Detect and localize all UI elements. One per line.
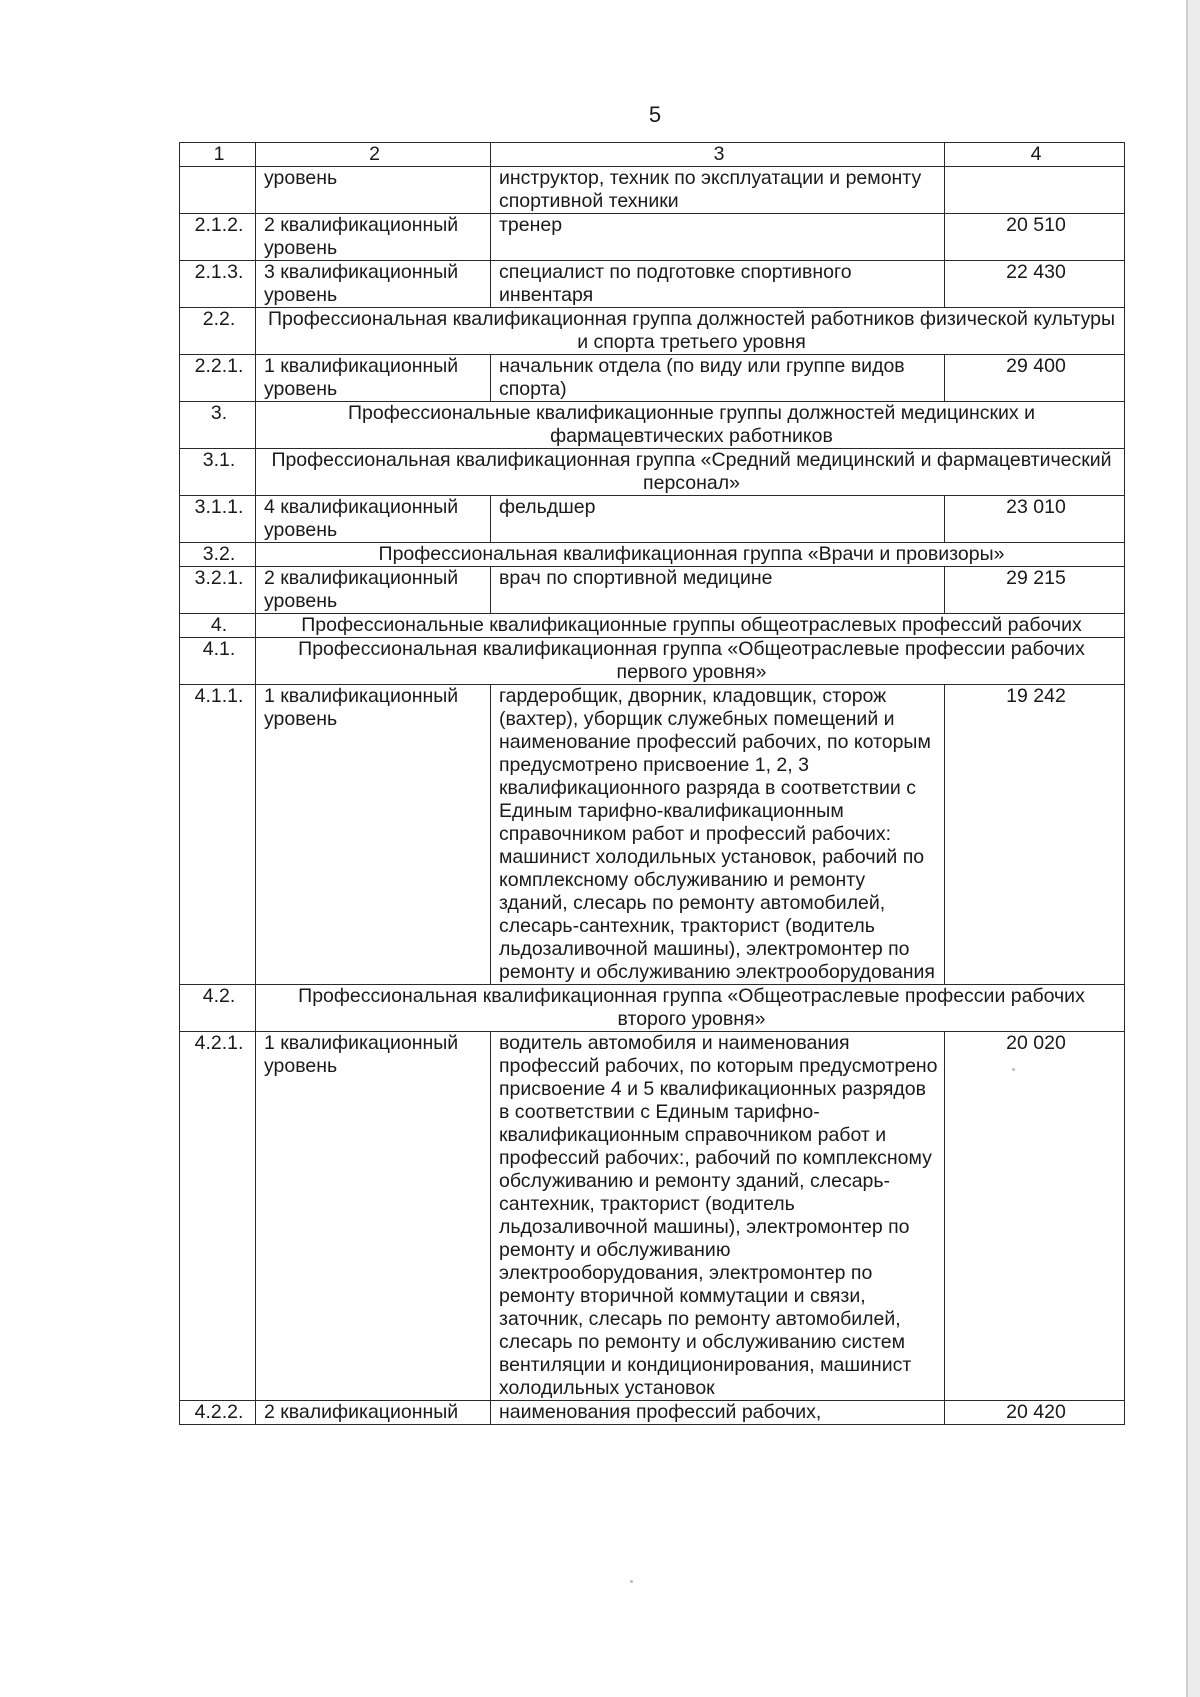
row-number: 3.2.1.	[180, 567, 256, 614]
row-number: 3.1.1.	[180, 496, 256, 543]
group-row	[180, 614, 1125, 638]
group-row	[180, 449, 1125, 496]
row-number: 4.1.1.	[180, 685, 256, 985]
header-cell: 4	[945, 143, 1125, 167]
row-number: 4.1.	[180, 638, 256, 685]
qualification-level: 2 квалификационный уровень	[256, 214, 491, 261]
qualification-level: 1 квалификационный уровень	[256, 355, 491, 402]
position-name: специалист по подготовке спортивного инвентаря	[491, 261, 945, 308]
salary-value: 20 020	[945, 1032, 1125, 1401]
row-number: 3.	[180, 402, 256, 449]
row-number: 2.1.2.	[180, 214, 256, 261]
salary-value: 19 242	[945, 685, 1125, 985]
row-number: 3.1.	[180, 449, 256, 496]
group-row	[180, 638, 1125, 685]
row-number: 4.2.	[180, 985, 256, 1032]
row-number: 4.2.2.	[180, 1401, 256, 1425]
qualification-level: 1 квалификационный уровень	[256, 685, 491, 985]
row-number: 2.2.1.	[180, 355, 256, 402]
row-number	[180, 167, 256, 214]
row-number: 4.2.1.	[180, 1032, 256, 1401]
salary-value: 23 010	[945, 496, 1125, 543]
group-title: Профессиональная квалификационная группа «Средний медицинский и фармацевтический персонал»	[256, 449, 1125, 496]
group-title: Профессиональная квалификационная группа должностей работников физической культуры и спорта третьего уровня	[256, 308, 1125, 355]
table-row	[180, 685, 1125, 985]
salary-value: 29 400	[945, 355, 1125, 402]
group-row	[180, 402, 1125, 449]
position-name: фельдшер	[491, 496, 945, 543]
group-title: Профессиональные квалификационные группы общеотраслевых профессий рабочих	[256, 614, 1125, 638]
row-number: 2.2.	[180, 308, 256, 355]
salary-value: 20 420	[945, 1401, 1125, 1425]
row-number: 4.	[180, 614, 256, 638]
table-row	[180, 1032, 1125, 1401]
table-row	[180, 261, 1125, 308]
table-row	[180, 355, 1125, 402]
header-cell: 3	[491, 143, 945, 167]
table-row	[180, 496, 1125, 543]
row-number: 3.2.	[180, 543, 256, 567]
qualification-level: 2 квалификационный	[256, 1401, 491, 1425]
group-title: Профессиональная квалификационная группа «Врачи и провизоры»	[256, 543, 1125, 567]
qualification-level: 4 квалификационный уровень	[256, 496, 491, 543]
group-title: Профессиональные квалификационные группы должностей медицинских и фармацевтических работников	[256, 402, 1125, 449]
qualification-level: уровень	[256, 167, 491, 214]
group-title: Профессиональная квалификационная группа «Общеотраслевые профессии рабочих первого уровня»	[256, 638, 1125, 685]
table-row	[180, 1401, 1125, 1425]
position-name: наименования профессий рабочих,	[491, 1401, 945, 1425]
qualification-level: 3 квалификационный уровень	[256, 261, 491, 308]
position-name: гардеробщик, дворник, кладовщик, сторож (вахтер), уборщик служебных помещений и наименование профессий рабочих, по которым предусмотрено присвоение 1, 2, 3 квалификационного разряда в соответствии с Единым тарифно-квалификационным справочником работ и профессий рабочих: машинист холодильных установок, рабочий по комплексному обслуживанию и ремонту зданий, слесарь по ремонту автомобилей, слесарь-сантехник, тракторист (водитель льдозаливочной машины), электромонтер по ремонту и обслуживанию электрооборудования	[491, 685, 945, 985]
salary-table	[179, 142, 1125, 1425]
table-row	[180, 567, 1125, 614]
header-cell: 2	[256, 143, 491, 167]
salary-value: 29 215	[945, 567, 1125, 614]
header-cell: 1	[180, 143, 256, 167]
group-row	[180, 985, 1125, 1032]
salary-value: 22 430	[945, 261, 1125, 308]
salary-value: 20 510	[945, 214, 1125, 261]
table-row	[180, 214, 1125, 261]
qualification-level: 2 квалификационный уровень	[256, 567, 491, 614]
group-row	[180, 543, 1125, 567]
qualification-level: 1 квалификационный уровень	[256, 1032, 491, 1401]
position-name: тренер	[491, 214, 945, 261]
scan-speck	[630, 1580, 633, 1583]
position-name: врач по спортивной медицине	[491, 567, 945, 614]
scan-speck	[1012, 1068, 1015, 1071]
group-title: Профессиональная квалификационная группа «Общеотраслевые профессии рабочих второго уровня»	[256, 985, 1125, 1032]
position-name: водитель автомобиля и наименования профессий рабочих, по которым предусмотрено присвоение 4 и 5 квалификационных разрядов в соответствии с Единым тарифно-квалификационным справочником работ и профессий рабочих:, рабочий по комплексному обслуживанию и ремонту зданий, слесарь-сантехник, тракторист (водитель льдозаливочной машины), электромонтер по ремонту и обслуживанию электрооборудования, электромонтер по ремонту вторичной коммутации и связи, заточник, слесарь по ремонту автомобилей, слесарь по ремонту и обслуживанию систем вентиляции и кондиционирования, машинист холодильных установок	[491, 1032, 945, 1401]
position-name: начальник отдела (по виду или группе видов спорта)	[491, 355, 945, 402]
page-number: 5	[648, 102, 662, 127]
group-row	[180, 308, 1125, 355]
table-header-row	[180, 143, 1125, 167]
position-name: инструктор, техник по эксплуатации и ремонту спортивной техники	[491, 167, 945, 214]
table-row	[180, 167, 1125, 214]
row-number: 2.1.3.	[180, 261, 256, 308]
salary-value	[945, 167, 1125, 214]
